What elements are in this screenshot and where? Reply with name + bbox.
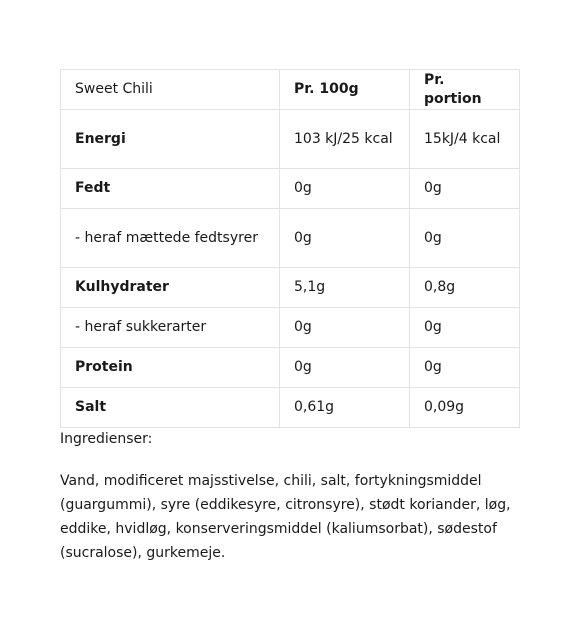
row-label: Energi [61,110,280,169]
per-100g-value: 0g [280,348,410,388]
per-portion-value: 0g [410,209,520,268]
per-100g-header: Pr. 100g [280,70,410,110]
per-100g-value: 5,1g [280,268,410,308]
table-header-row [61,70,520,110]
table-row-sukkerarter [61,308,520,348]
per-portion-value: 15kJ/4 kcal [410,110,520,169]
row-label: - heraf mættede fedtsyrer [61,209,280,268]
ingredients-text: Vand, modificeret majsstivelse, chili, salt, fortykningsmiddel (guargummi), syre (eddikesyre, citronsyre), stødt koriander, løg, eddike, hvidløg, konserveringsmiddel (kaliumsorbat), sødestof (sucralose), gurkemeje. [60,473,511,561]
row-label: - heraf sukkerarter [61,308,280,348]
table-row-maettede-fedtsyrer [61,209,520,268]
per-100g-value: 103 kJ/25 kcal [280,110,410,169]
nutrition-table [60,69,520,428]
per-portion-value: 0g [410,308,520,348]
per-100g-value: 0g [280,308,410,348]
per-portion-value: 0,8g [410,268,520,308]
row-label: Kulhydrater [61,268,280,308]
table-row-kulhydrater [61,268,520,308]
per-portion-value: 0g [410,169,520,209]
table-row-salt [61,388,520,428]
row-label: Protein [61,348,280,388]
per-portion-value: 0g [410,348,520,388]
per-portion-value: 0,09g [410,388,520,428]
table-row-protein [61,348,520,388]
ingredients-section [60,429,530,565]
product-name-cell: Sweet Chili [61,70,280,110]
per-100g-value: 0,61g [280,388,410,428]
per-100g-value: 0g [280,169,410,209]
ingredients-heading: Ingredienser: [60,431,153,447]
table-row-energi [61,110,520,169]
per-portion-header: Pr. portion [410,70,520,110]
row-label: Fedt [61,169,280,209]
per-100g-value: 0g [280,209,410,268]
row-label: Salt [61,388,280,428]
table-row-fedt [61,169,520,209]
